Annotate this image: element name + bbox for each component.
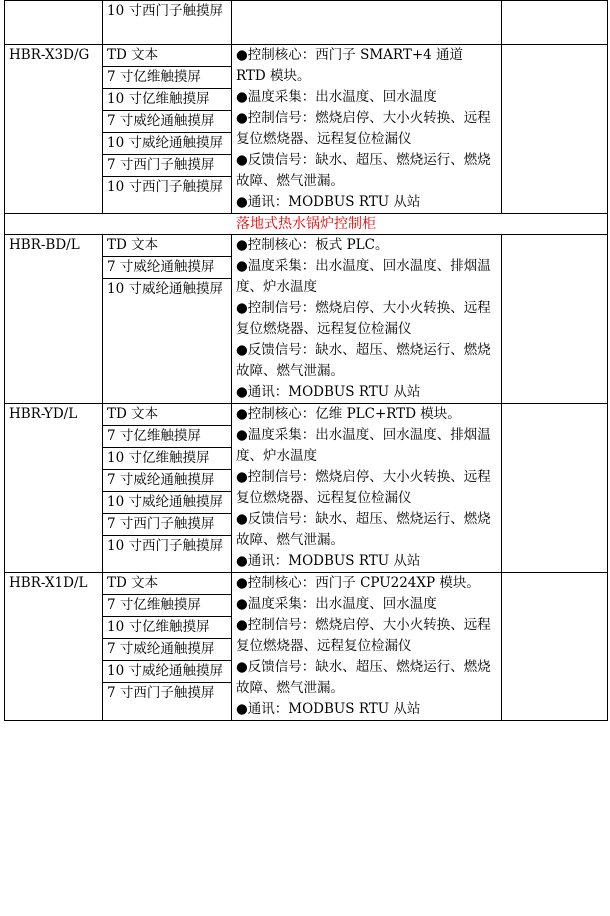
spec-line: ●控制信号：燃烧启停、大小火转换、远程复位燃烧器、远程复位检漏仪 bbox=[236, 300, 491, 337]
description-cell bbox=[232, 45, 502, 214]
spec-line: ●温度采集：出水温度、回水温度 bbox=[236, 596, 437, 612]
spec-line: ●温度采集：出水温度、回水温度 bbox=[236, 89, 437, 105]
spec-line: ●控制信号：燃烧启停、大小火转换、远程复位燃烧器、远程复位检漏仪 bbox=[236, 617, 491, 654]
spec-line: ●控制核心：亿维 PLC+RTD 模块。 bbox=[236, 406, 461, 422]
document-page bbox=[4, 0, 606, 721]
screen-option: 10 寸西门子触摸屏 bbox=[107, 3, 223, 19]
spec-line: ●控制核心：西门子 CPU224XP 模块。 bbox=[236, 575, 480, 591]
extra-cell bbox=[502, 45, 608, 214]
section-row bbox=[5, 214, 608, 235]
screen-option: 10 寸亿维触摸屏 bbox=[103, 89, 231, 111]
spec-line: ●温度采集：出水温度、回水温度、排烟温度、炉水温度 bbox=[236, 427, 491, 464]
table-row bbox=[5, 45, 608, 214]
screen-option: TD 文本 bbox=[103, 404, 231, 426]
model-cell: HBR-X1D/L bbox=[5, 573, 103, 721]
table-row bbox=[5, 404, 608, 573]
screen-option: TD 文本 bbox=[103, 45, 231, 67]
screen-cell bbox=[103, 573, 232, 721]
screen-option: 7 寸威纶通触摸屏 bbox=[103, 111, 231, 133]
model-cell: HBR-X3D/G bbox=[5, 45, 103, 214]
screen-cell bbox=[103, 404, 232, 573]
screen-option: 10 寸西门子触摸屏 bbox=[107, 538, 223, 554]
extra-cell bbox=[502, 235, 608, 404]
screen-option: 7 寸威纶通触摸屏 bbox=[103, 257, 231, 279]
spec-line: ●反馈信号：缺水、超压、燃烧运行、燃烧故障、燃气泄漏。 bbox=[236, 152, 491, 189]
screen-option: TD 文本 bbox=[103, 235, 231, 257]
screen-option: 10 寸西门子触摸屏 bbox=[107, 179, 223, 195]
screen-option: 7 寸威纶通触摸屏 bbox=[103, 470, 231, 492]
screen-cell bbox=[103, 45, 232, 214]
description-cell bbox=[232, 573, 502, 721]
screen-option: 7 寸亿维触摸屏 bbox=[103, 67, 231, 89]
screen-option: 7 寸西门子触摸屏 bbox=[103, 155, 231, 177]
table-row bbox=[5, 573, 608, 721]
section-title: 落地式热水锅炉控制柜 bbox=[5, 214, 608, 235]
table-row bbox=[5, 235, 608, 404]
screen-option: 10 寸亿维触摸屏 bbox=[103, 448, 231, 470]
spec-line: ●反馈信号：缺水、超压、燃烧运行、燃烧故障、燃气泄漏。 bbox=[236, 659, 491, 696]
screen-option: 7 寸西门子触摸屏 bbox=[107, 685, 215, 701]
screen-option: 10 寸威纶通触摸屏 bbox=[103, 133, 231, 155]
screen-option: 7 寸亿维触摸屏 bbox=[103, 595, 231, 617]
screen-option: 10 寸威纶通触摸屏 bbox=[103, 492, 231, 514]
screen-option: 7 寸威纶通触摸屏 bbox=[103, 639, 231, 661]
screen-option: 10 寸亿维触摸屏 bbox=[103, 617, 231, 639]
spec-line: ●控制核心：板式 PLC。 bbox=[236, 237, 389, 253]
spec-line: ●通讯：MODBUS RTU 从站 bbox=[236, 194, 421, 210]
spec-line: ●温度采集：出水温度、回水温度、排烟温度、炉水温度 bbox=[236, 258, 491, 295]
spec-line: ●通讯：MODBUS RTU 从站 bbox=[236, 701, 421, 717]
spec-line: ●反馈信号：缺水、超压、燃烧运行、燃烧故障、燃气泄漏。 bbox=[236, 342, 491, 379]
spec-line: ●通讯：MODBUS RTU 从站 bbox=[236, 553, 421, 569]
model-cell: HBR-YD/L bbox=[5, 404, 103, 573]
spec-table bbox=[4, 0, 608, 721]
spec-line: ●控制信号：燃烧启停、大小火转换、远程复位燃烧器、远程复位检漏仪 bbox=[236, 110, 491, 147]
spec-line: ●反馈信号：缺水、超压、燃烧运行、燃烧故障、燃气泄漏。 bbox=[236, 511, 491, 548]
extra-cell bbox=[502, 404, 608, 573]
table-row bbox=[5, 1, 608, 45]
description-cell bbox=[232, 235, 502, 404]
model-cell: HBR-BD/L bbox=[5, 235, 103, 404]
spec-line: ●通讯：MODBUS RTU 从站 bbox=[236, 384, 421, 400]
extra-cell bbox=[502, 573, 608, 721]
screen-cell bbox=[103, 235, 232, 404]
extra-cell bbox=[502, 1, 608, 45]
screen-option: 7 寸亿维触摸屏 bbox=[103, 426, 231, 448]
screen-cell bbox=[103, 1, 232, 45]
spec-line: ●控制信号：燃烧启停、大小火转换、远程复位燃烧器、远程复位检漏仪 bbox=[236, 469, 491, 506]
model-cell bbox=[5, 1, 103, 45]
description-cell bbox=[232, 404, 502, 573]
screen-option: 10 寸威纶通触摸屏 bbox=[107, 281, 223, 297]
screen-option: 7 寸西门子触摸屏 bbox=[103, 514, 231, 536]
screen-option: 10 寸威纶通触摸屏 bbox=[103, 661, 231, 683]
screen-option: TD 文本 bbox=[103, 573, 231, 595]
description-cell bbox=[232, 1, 502, 45]
spec-line: ●控制核心：西门子 SMART+4 通道 RTD 模块。 bbox=[236, 47, 464, 84]
